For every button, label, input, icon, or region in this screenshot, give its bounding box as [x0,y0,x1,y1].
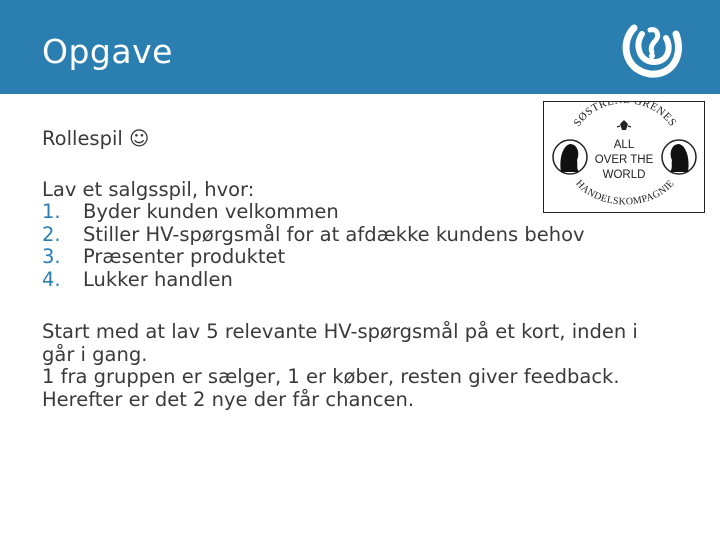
brand-bottom-text: HANDELSKOMPAGNIE [573,178,677,208]
brand-top-text: SØSTR RENES [571,102,679,129]
list-item-text: Stiller HV-spørgsmål for at afdække kundens behov [83,222,585,246]
brand-center-line-2: OVER THE [594,154,654,166]
brand-center-line-1: ALL [613,139,635,151]
list-item-text: Lukker handlen [83,267,233,291]
list-number: 1. [42,200,61,223]
list-item-text: Byder kunden velkommen [83,200,339,223]
right-silhouette-icon [662,140,696,174]
list-item [42,224,662,247]
subtitle: Rollespil ☺ [42,127,150,150]
organization-logo-icon [612,8,692,88]
brand-center-line-3: WORLD [602,169,646,181]
list-item-text: Præsenter produktet [83,245,286,268]
steps-list [42,201,662,291]
list-number: 2. [42,222,61,246]
list-item [42,201,662,224]
list-item [42,246,662,269]
list-number: 4. [42,267,61,291]
header-bar [0,0,720,94]
instruction-paragraph-2: 1 fra gruppen er sælger, 1 er køber, resten giver feedback. Herefter er det 2 nye der får chancen. [42,365,620,411]
intro-text: Lav et salgsspil, hvor: [42,177,255,201]
list-number: 3. [42,245,61,268]
list-item [42,269,662,292]
slide-body [42,128,662,411]
instruction-paragraph-1: Start med at lav 5 relevante HV-spørgsmål på et kort, inden i går i gang. [42,320,638,366]
page-title: Opgave [42,32,173,71]
